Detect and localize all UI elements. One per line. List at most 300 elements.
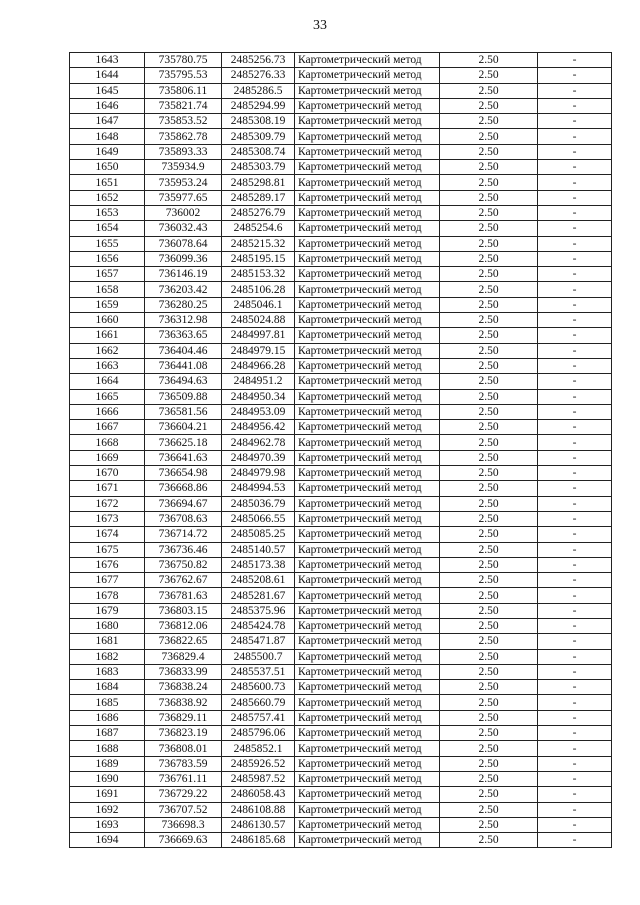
point-number-cell: 1647 [70,114,145,129]
y-coordinate-cell: 2485173.38 [222,557,295,572]
y-coordinate-cell: 2486058.43 [222,787,295,802]
y-coordinate-cell: 2485303.79 [222,160,295,175]
description-cell: - [538,251,612,266]
y-coordinate-cell: 2485424.78 [222,618,295,633]
x-coordinate-cell: 736203.42 [145,282,222,297]
table-row [70,603,612,618]
point-number-cell: 1651 [70,175,145,190]
x-coordinate-cell: 736146.19 [145,267,222,282]
description-cell: - [538,435,612,450]
point-number-cell: 1674 [70,527,145,542]
y-coordinate-cell: 2485024.88 [222,313,295,328]
y-coordinate-cell: 2485537.51 [222,664,295,679]
table-row [70,389,612,404]
y-coordinate-cell: 2485308.74 [222,144,295,159]
y-coordinate-cell: 2485195.15 [222,251,295,266]
x-coordinate-cell: 735795.53 [145,68,222,83]
point-number-cell: 1675 [70,542,145,557]
method-cell: Картометрический метод [295,129,440,144]
x-coordinate-cell: 736762.67 [145,573,222,588]
x-coordinate-cell: 736694.67 [145,496,222,511]
x-coordinate-cell: 735806.11 [145,83,222,98]
coordinates-table-body [70,53,612,848]
precision-cell: 2.50 [440,98,538,113]
point-number-cell: 1652 [70,190,145,205]
table-row [70,817,612,832]
point-number-cell: 1665 [70,389,145,404]
y-coordinate-cell: 2484951.2 [222,374,295,389]
description-cell: - [538,389,612,404]
y-coordinate-cell: 2485289.17 [222,190,295,205]
point-number-cell: 1644 [70,68,145,83]
table-row [70,481,612,496]
description-cell: - [538,664,612,679]
x-coordinate-cell: 736714.72 [145,527,222,542]
method-cell: Картометрический метод [295,98,440,113]
point-number-cell: 1667 [70,420,145,435]
method-cell: Картометрический метод [295,282,440,297]
method-cell: Картометрический метод [295,313,440,328]
precision-cell: 2.50 [440,726,538,741]
table-row [70,756,612,771]
precision-cell: 2.50 [440,802,538,817]
precision-cell: 2.50 [440,251,538,266]
precision-cell: 2.50 [440,588,538,603]
precision-cell: 2.50 [440,205,538,220]
table-row [70,527,612,542]
y-coordinate-cell: 2485256.73 [222,53,295,68]
description-cell: - [538,175,612,190]
method-cell: Картометрический метод [295,588,440,603]
x-coordinate-cell: 736803.15 [145,603,222,618]
y-coordinate-cell: 2485757.41 [222,710,295,725]
description-cell: - [538,573,612,588]
table-row [70,466,612,481]
method-cell: Картометрический метод [295,53,440,68]
y-coordinate-cell: 2485309.79 [222,129,295,144]
x-coordinate-cell: 735934.9 [145,160,222,175]
table-row [70,404,612,419]
point-number-cell: 1689 [70,756,145,771]
x-coordinate-cell: 736783.59 [145,756,222,771]
method-cell: Картометрический метод [295,420,440,435]
point-number-cell: 1656 [70,251,145,266]
table-row [70,634,612,649]
method-cell: Картометрический метод [295,144,440,159]
point-number-cell: 1643 [70,53,145,68]
table-row [70,710,612,725]
method-cell: Картометрический метод [295,175,440,190]
description-cell: - [538,511,612,526]
table-row [70,833,612,848]
point-number-cell: 1670 [70,466,145,481]
x-coordinate-cell: 736654.98 [145,466,222,481]
y-coordinate-cell: 2485208.61 [222,573,295,588]
description-cell: - [538,817,612,832]
y-coordinate-cell: 2485036.79 [222,496,295,511]
x-coordinate-cell: 736668.86 [145,481,222,496]
y-coordinate-cell: 2484953.09 [222,404,295,419]
y-coordinate-cell: 2485500.7 [222,649,295,664]
x-coordinate-cell: 736002 [145,205,222,220]
method-cell: Картометрический метод [295,343,440,358]
method-cell: Картометрический метод [295,190,440,205]
y-coordinate-cell: 2484979.98 [222,466,295,481]
x-coordinate-cell: 736736.46 [145,542,222,557]
precision-cell: 2.50 [440,664,538,679]
x-coordinate-cell: 736494.63 [145,374,222,389]
x-coordinate-cell: 736280.25 [145,297,222,312]
description-cell: - [538,68,612,83]
method-cell: Картометрический метод [295,573,440,588]
y-coordinate-cell: 2485046.1 [222,297,295,312]
method-cell: Картометрический метод [295,496,440,511]
point-number-cell: 1686 [70,710,145,725]
y-coordinate-cell: 2485281.67 [222,588,295,603]
method-cell: Картометрический метод [295,511,440,526]
x-coordinate-cell: 736838.92 [145,695,222,710]
x-coordinate-cell: 735893.33 [145,144,222,159]
x-coordinate-cell: 736078.64 [145,236,222,251]
point-number-cell: 1661 [70,328,145,343]
precision-cell: 2.50 [440,833,538,848]
y-coordinate-cell: 2485987.52 [222,771,295,786]
precision-cell: 2.50 [440,221,538,236]
method-cell: Картометрический метод [295,557,440,572]
table-row [70,557,612,572]
x-coordinate-cell: 736708.63 [145,511,222,526]
method-cell: Картометрический метод [295,542,440,557]
description-cell: - [538,98,612,113]
x-coordinate-cell: 736404.46 [145,343,222,358]
table-row [70,83,612,98]
precision-cell: 2.50 [440,313,538,328]
point-number-cell: 1690 [70,771,145,786]
y-coordinate-cell: 2485471.87 [222,634,295,649]
method-cell: Картометрический метод [295,236,440,251]
method-cell: Картометрический метод [295,771,440,786]
precision-cell: 2.50 [440,374,538,389]
x-coordinate-cell: 736698.3 [145,817,222,832]
description-cell: - [538,53,612,68]
point-number-cell: 1649 [70,144,145,159]
table-row [70,374,612,389]
description-cell: - [538,481,612,496]
method-cell: Картометрический метод [295,466,440,481]
point-number-cell: 1688 [70,741,145,756]
method-cell: Картометрический метод [295,358,440,373]
y-coordinate-cell: 2485215.32 [222,236,295,251]
y-coordinate-cell: 2484970.39 [222,450,295,465]
precision-cell: 2.50 [440,817,538,832]
method-cell: Картометрический метод [295,817,440,832]
table-row [70,313,612,328]
point-number-cell: 1654 [70,221,145,236]
description-cell: - [538,358,612,373]
description-cell: - [538,374,612,389]
y-coordinate-cell: 2484994.53 [222,481,295,496]
method-cell: Картометрический метод [295,481,440,496]
point-number-cell: 1650 [70,160,145,175]
point-number-cell: 1666 [70,404,145,419]
table-row [70,573,612,588]
method-cell: Картометрический метод [295,680,440,695]
point-number-cell: 1677 [70,573,145,588]
y-coordinate-cell: 2485796.06 [222,726,295,741]
description-cell: - [538,618,612,633]
x-coordinate-cell: 736669.63 [145,833,222,848]
table-row [70,282,612,297]
method-cell: Картометрический метод [295,741,440,756]
x-coordinate-cell: 735953.24 [145,175,222,190]
description-cell: - [538,649,612,664]
y-coordinate-cell: 2486185.68 [222,833,295,848]
table-row [70,129,612,144]
precision-cell: 2.50 [440,771,538,786]
precision-cell: 2.50 [440,114,538,129]
point-number-cell: 1683 [70,664,145,679]
description-cell: - [538,404,612,419]
table-row [70,802,612,817]
x-coordinate-cell: 736838.24 [145,680,222,695]
precision-cell: 2.50 [440,144,538,159]
point-number-cell: 1692 [70,802,145,817]
x-coordinate-cell: 736707.52 [145,802,222,817]
method-cell: Картометрический метод [295,404,440,419]
point-number-cell: 1668 [70,435,145,450]
table-row [70,251,612,266]
precision-cell: 2.50 [440,710,538,725]
description-cell: - [538,542,612,557]
precision-cell: 2.50 [440,466,538,481]
point-number-cell: 1691 [70,787,145,802]
coordinates-table [69,52,612,848]
method-cell: Картометрический метод [295,787,440,802]
method-cell: Картометрический метод [295,710,440,725]
table-row [70,496,612,511]
method-cell: Картометрический метод [295,328,440,343]
description-cell: - [538,695,612,710]
point-number-cell: 1684 [70,680,145,695]
x-coordinate-cell: 736829.11 [145,710,222,725]
precision-cell: 2.50 [440,343,538,358]
method-cell: Картометрический метод [295,833,440,848]
precision-cell: 2.50 [440,573,538,588]
description-cell: - [538,205,612,220]
point-number-cell: 1694 [70,833,145,848]
x-coordinate-cell: 736625.18 [145,435,222,450]
point-number-cell: 1681 [70,634,145,649]
table-row [70,618,612,633]
precision-cell: 2.50 [440,160,538,175]
description-cell: - [538,328,612,343]
precision-cell: 2.50 [440,328,538,343]
point-number-cell: 1672 [70,496,145,511]
method-cell: Картометрический метод [295,726,440,741]
precision-cell: 2.50 [440,649,538,664]
table-row [70,53,612,68]
table-row [70,267,612,282]
method-cell: Картометрический метод [295,160,440,175]
method-cell: Картометрический метод [295,435,440,450]
description-cell: - [538,710,612,725]
table-row [70,511,612,526]
point-number-cell: 1648 [70,129,145,144]
precision-cell: 2.50 [440,404,538,419]
y-coordinate-cell: 2484997.81 [222,328,295,343]
precision-cell: 2.50 [440,511,538,526]
table-row [70,771,612,786]
y-coordinate-cell: 2485085.25 [222,527,295,542]
y-coordinate-cell: 2485660.79 [222,695,295,710]
method-cell: Картометрический метод [295,756,440,771]
y-coordinate-cell: 2484950.34 [222,389,295,404]
x-coordinate-cell: 736833.99 [145,664,222,679]
x-coordinate-cell: 736781.63 [145,588,222,603]
x-coordinate-cell: 735862.78 [145,129,222,144]
description-cell: - [538,603,612,618]
table-row [70,787,612,802]
precision-cell: 2.50 [440,557,538,572]
y-coordinate-cell: 2485298.81 [222,175,295,190]
table-row [70,205,612,220]
point-number-cell: 1682 [70,649,145,664]
precision-cell: 2.50 [440,618,538,633]
point-number-cell: 1687 [70,726,145,741]
y-coordinate-cell: 2485600.73 [222,680,295,695]
y-coordinate-cell: 2485375.96 [222,603,295,618]
point-number-cell: 1673 [70,511,145,526]
description-cell: - [538,680,612,695]
point-number-cell: 1645 [70,83,145,98]
precision-cell: 2.50 [440,297,538,312]
y-coordinate-cell: 2485276.79 [222,205,295,220]
description-cell: - [538,267,612,282]
table-row [70,190,612,205]
precision-cell: 2.50 [440,129,538,144]
method-cell: Картометрический метод [295,205,440,220]
method-cell: Картометрический метод [295,389,440,404]
method-cell: Картометрический метод [295,267,440,282]
description-cell: - [538,726,612,741]
description-cell: - [538,160,612,175]
precision-cell: 2.50 [440,634,538,649]
point-number-cell: 1685 [70,695,145,710]
table-row [70,297,612,312]
precision-cell: 2.50 [440,190,538,205]
method-cell: Картометрический метод [295,450,440,465]
point-number-cell: 1678 [70,588,145,603]
point-number-cell: 1679 [70,603,145,618]
precision-cell: 2.50 [440,603,538,618]
table-row [70,450,612,465]
description-cell: - [538,129,612,144]
description-cell: - [538,496,612,511]
method-cell: Картометрический метод [295,649,440,664]
x-coordinate-cell: 735780.75 [145,53,222,68]
method-cell: Картометрический метод [295,68,440,83]
point-number-cell: 1693 [70,817,145,832]
table-row [70,680,612,695]
description-cell: - [538,313,612,328]
description-cell: - [538,771,612,786]
description-cell: - [538,527,612,542]
precision-cell: 2.50 [440,435,538,450]
table-row [70,664,612,679]
method-cell: Картометрический метод [295,802,440,817]
table-row [70,144,612,159]
y-coordinate-cell: 2486130.57 [222,817,295,832]
point-number-cell: 1669 [70,450,145,465]
table-row [70,114,612,129]
precision-cell: 2.50 [440,53,538,68]
description-cell: - [538,144,612,159]
y-coordinate-cell: 2485286.5 [222,83,295,98]
precision-cell: 2.50 [440,83,538,98]
x-coordinate-cell: 736032.43 [145,221,222,236]
table-row [70,588,612,603]
x-coordinate-cell: 736312.98 [145,313,222,328]
point-number-cell: 1676 [70,557,145,572]
precision-cell: 2.50 [440,267,538,282]
method-cell: Картометрический метод [295,297,440,312]
y-coordinate-cell: 2484966.28 [222,358,295,373]
precision-cell: 2.50 [440,741,538,756]
precision-cell: 2.50 [440,450,538,465]
precision-cell: 2.50 [440,358,538,373]
y-coordinate-cell: 2485308.19 [222,114,295,129]
table-row [70,695,612,710]
table-row [70,343,612,358]
x-coordinate-cell: 736363.65 [145,328,222,343]
description-cell: - [538,282,612,297]
description-cell: - [538,83,612,98]
point-number-cell: 1664 [70,374,145,389]
description-cell: - [538,236,612,251]
y-coordinate-cell: 2485276.33 [222,68,295,83]
method-cell: Картометрический метод [295,695,440,710]
y-coordinate-cell: 2485140.57 [222,542,295,557]
point-number-cell: 1657 [70,267,145,282]
point-number-cell: 1659 [70,297,145,312]
y-coordinate-cell: 2485254.6 [222,221,295,236]
precision-cell: 2.50 [440,756,538,771]
precision-cell: 2.50 [440,389,538,404]
x-coordinate-cell: 736829.4 [145,649,222,664]
description-cell: - [538,450,612,465]
point-number-cell: 1646 [70,98,145,113]
description-cell: - [538,114,612,129]
y-coordinate-cell: 2484979.15 [222,343,295,358]
y-coordinate-cell: 2485153.32 [222,267,295,282]
precision-cell: 2.50 [440,236,538,251]
precision-cell: 2.50 [440,420,538,435]
table-row [70,175,612,190]
x-coordinate-cell: 736812.06 [145,618,222,633]
x-coordinate-cell: 736729.22 [145,787,222,802]
description-cell: - [538,190,612,205]
x-coordinate-cell: 736581.56 [145,404,222,419]
table-row [70,160,612,175]
point-number-cell: 1663 [70,358,145,373]
precision-cell: 2.50 [440,542,538,557]
x-coordinate-cell: 736808.01 [145,741,222,756]
y-coordinate-cell: 2484962.78 [222,435,295,450]
precision-cell: 2.50 [440,282,538,297]
point-number-cell: 1662 [70,343,145,358]
y-coordinate-cell: 2485294.99 [222,98,295,113]
precision-cell: 2.50 [440,481,538,496]
